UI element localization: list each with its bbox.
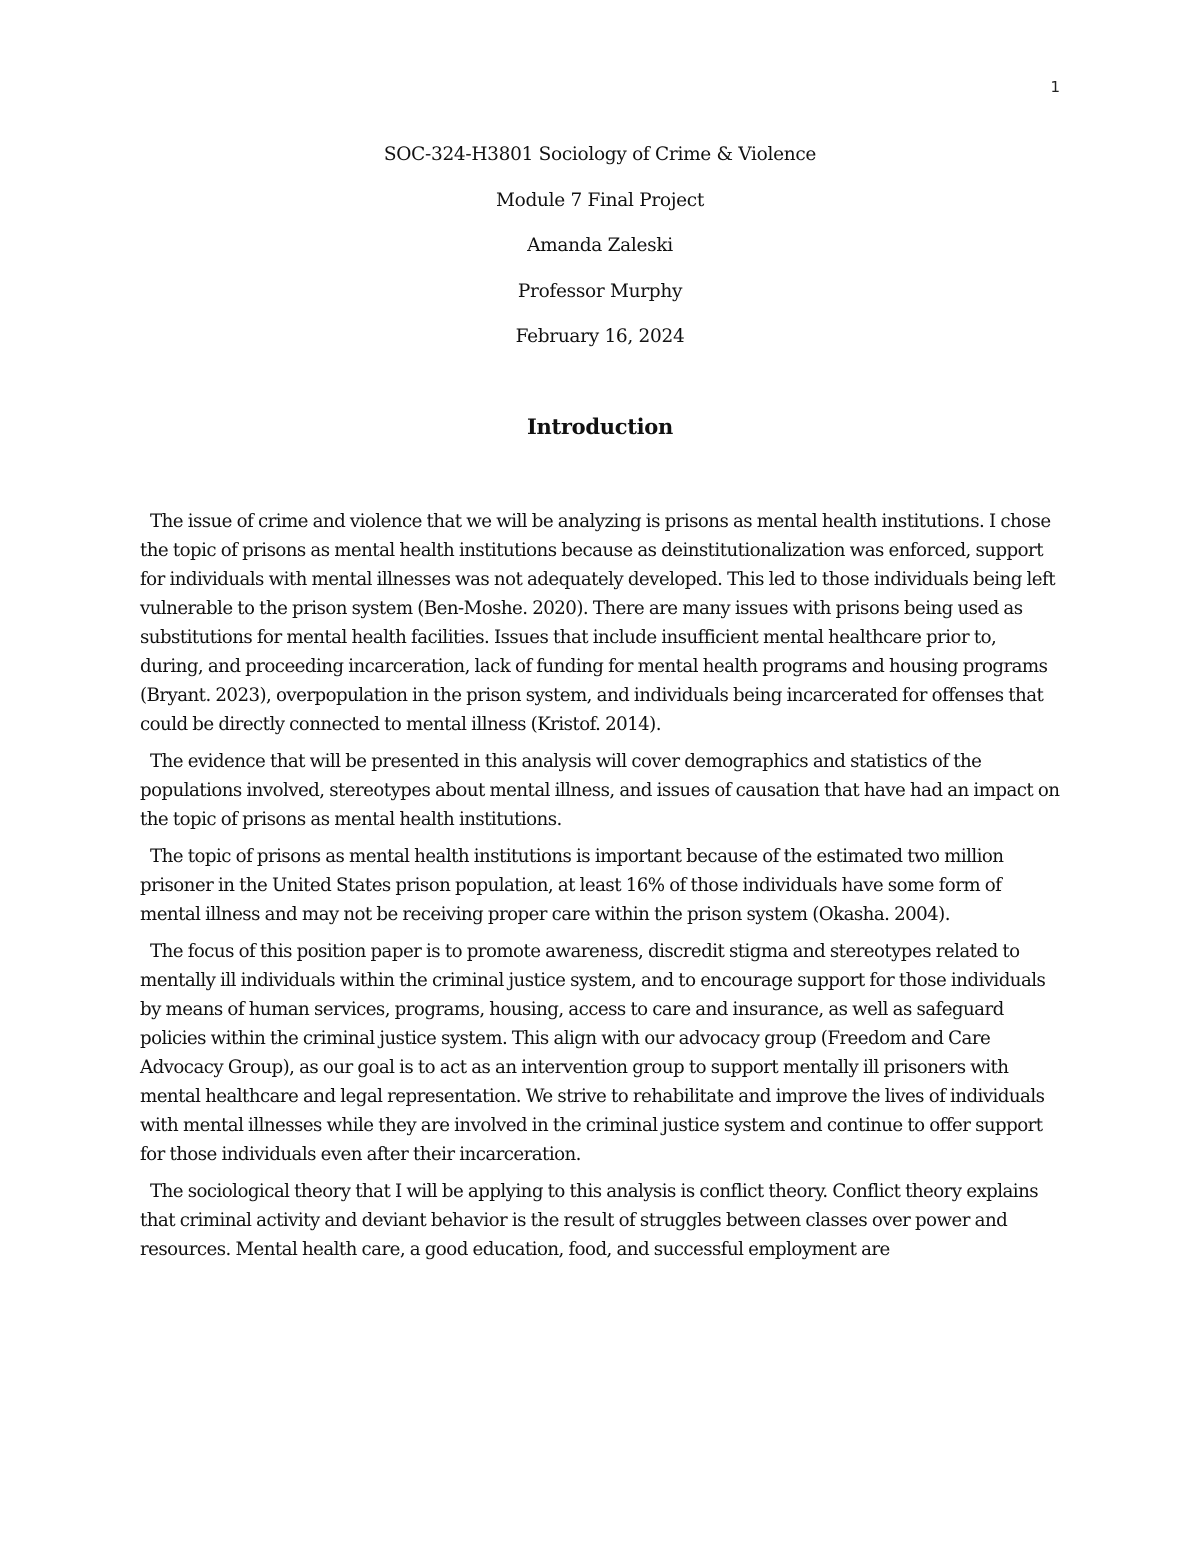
assignment-title: Module 7 Final Project [495, 189, 705, 211]
paragraph: The focus of this position paper is to promote awareness, discredit stigma and stereotypes related to mentally ill individuals within the criminal justice system, and to encourage support for those individuals by means of human services, programs, housing, access to care and insurance, as well as safeguard policies within the criminal justice system. This align with our advocacy group (Freedom and Care Advocacy Group), as our goal is to act as an intervention group to support mentally ill prisoners with mental healthcare and legal representation. We strive to rehabilitate and improve the lives of individuals with mental illnesses while they are involved in the criminal justice system and continue to offer support for those individuals even after their incarceration. [140, 941, 1046, 1165]
section-heading: Introduction [527, 414, 673, 439]
paragraph: The sociological theory that I will be applying to this analysis is conflict theory. Conflict theory explains that criminal activity and deviant behavior is the result of struggles between classes over power and resources. Mental health care, a good education, food, and successful employment are [140, 1181, 1039, 1260]
paragraph: The issue of crime and violence that we will be analyzing is prisons as mental health institutions. I chose the topic of prisons as mental health institutions because as deinstitutionalization was enforced, support for individuals with mental illnesses was not adequately developed. This led to those individuals being left vulnerable to the prison system (Ben-Moshe. 2020). There are many issues with prisons being used as substitutions for mental health facilities. Issues that include insufficient mental healthcare prior to, during, and proceeding incarceration, lack of funding for mental health programs and housing programs (Bryant. 2023), overpopulation in the prison system, and individuals being incarcerated for offenses that could be directly connected to mental illness (Kristof. 2014). [140, 511, 1055, 735]
body-text [140, 507, 1062, 1272]
author-name: Amanda Zaleski [527, 235, 673, 256]
title-block [0, 144, 1200, 372]
paragraph: The evidence that will be presented in this analysis will cover demographics and statistics of the populations involved, stereotypes about mental illness, and issues of causation that have had an impact on the topic of prisons as mental health institutions. [140, 751, 1060, 830]
course-title: SOC-324-H3801 Sociology of Crime & Violence [383, 144, 817, 165]
page-number: 1 [1050, 78, 1060, 96]
submission-date: February 16, 2024 [515, 326, 685, 347]
paragraph: The topic of prisons as mental health institutions is important because of the estimated two million prisoner in the United States prison population, at least 16% of those individuals have some form of mental illness and may not be receiving proper care within the prison system (Okasha. 2004). [140, 846, 1004, 925]
professor-name: Professor Murphy [517, 280, 683, 302]
